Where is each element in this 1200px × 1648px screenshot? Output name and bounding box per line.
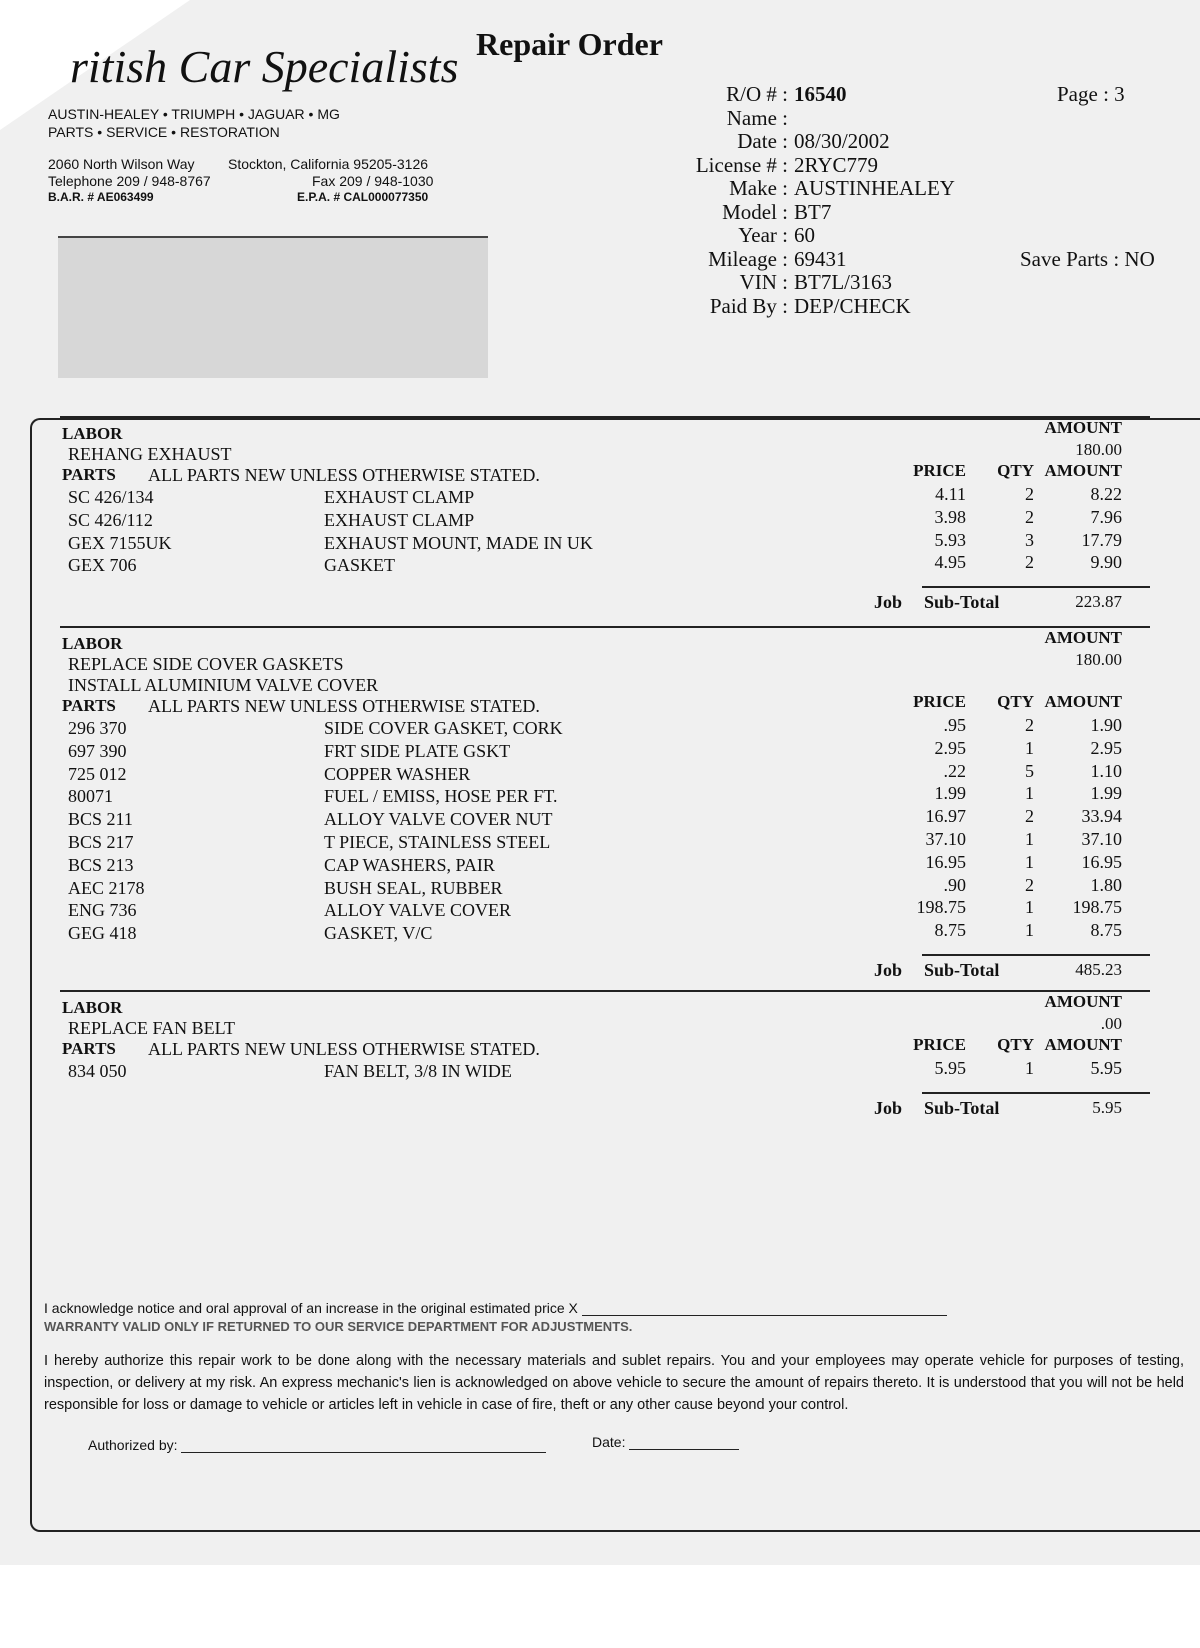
labor-amount-header: AMOUNT xyxy=(1044,992,1122,1011)
order-field xyxy=(660,247,1000,271)
qty-header: QTY xyxy=(997,1035,1034,1054)
part-price: .22 xyxy=(943,760,966,781)
part-row xyxy=(32,920,1200,947)
part-description: BUSH SEAL, RUBBER xyxy=(324,877,503,898)
order-field-value: BT7L/3163 xyxy=(794,270,892,294)
price-header: PRICE xyxy=(913,1035,966,1054)
order-field-value: 08/30/2002 xyxy=(794,129,890,153)
date-line xyxy=(592,1434,739,1450)
part-description: FUEL / EMISS, HOSE PER FT. xyxy=(324,786,558,807)
part-amount: 198.75 xyxy=(1072,897,1122,918)
part-number: BCS 213 xyxy=(68,854,134,875)
part-qty: 1 xyxy=(1025,737,1034,758)
part-number: BCS 217 xyxy=(68,832,134,852)
order-field-value: DEP/CHECK xyxy=(794,293,911,318)
part-price: .90 xyxy=(943,874,966,895)
part-description: EXHAUST CLAMP xyxy=(324,487,475,507)
part-qty: 1 xyxy=(1025,829,1034,849)
part-number: 725 012 xyxy=(68,763,127,784)
labor-amount-header: AMOUNT xyxy=(1044,628,1122,647)
part-price: 37.10 xyxy=(925,829,966,849)
parts-note: ALL PARTS NEW UNLESS OTHERWISE STATED. xyxy=(148,1039,540,1059)
part-qty: 3 xyxy=(1025,529,1034,550)
part-amount: 9.90 xyxy=(1090,552,1122,573)
part-amount: 33.94 xyxy=(1081,806,1122,827)
subtotal-label: Sub-Total xyxy=(924,592,1000,613)
order-field xyxy=(660,106,1000,130)
authorized-by-line xyxy=(88,1437,546,1453)
part-price: 1.99 xyxy=(934,783,966,804)
labor-amount-header: AMOUNT xyxy=(1044,418,1122,437)
part-amount: 1.99 xyxy=(1090,783,1122,804)
part-price: 16.97 xyxy=(925,806,966,827)
authorization-paragraph: I hereby authorize this repair work to be done along with the necessary materials and sublet repairs. You and your employees may operate vehicle for purposes of testing, inspection, or delivery at my risk. An express mechanic's lien is acknowledged on above vehicle to secure the amount of repairs thereto. It is understood that you will not be held responsible for loss or damage to vehicle or articles left in vehicle in case of fire, theft or any other cause beyond your control. xyxy=(44,1353,1184,1413)
order-field-label: Paid By : xyxy=(709,293,788,318)
date-signature-line xyxy=(629,1449,739,1450)
part-description: FAN BELT, 3/8 IN WIDE xyxy=(324,1061,512,1081)
part-qty: 2 xyxy=(1025,484,1034,504)
part-amount: 16.95 xyxy=(1081,851,1122,872)
acknowledge-signature-line xyxy=(582,1315,947,1316)
order-field-value: BT7 xyxy=(794,199,832,224)
part-qty: 2 xyxy=(1025,552,1034,573)
part-amount: 5.95 xyxy=(1090,1058,1122,1078)
labor-label: LABOR xyxy=(62,998,123,1017)
page-number: Page : 3 xyxy=(1057,82,1125,106)
part-number: 834 050 xyxy=(68,1061,127,1081)
part-amount: 2.95 xyxy=(1090,737,1122,758)
order-field-value: 60 xyxy=(794,223,815,247)
part-number: ENG 736 xyxy=(68,900,137,921)
qty-header: QTY xyxy=(997,461,1034,480)
services-tagline: PARTS • SERVICE • RESTORATION xyxy=(48,124,280,140)
brands-tagline: AUSTIN-HEALEY • TRIUMPH • JAGUAR • MG xyxy=(48,106,340,122)
part-description: GASKET, V/C xyxy=(324,923,433,944)
part-description: CAP WASHERS, PAIR xyxy=(324,854,495,875)
section-top-rule xyxy=(60,626,1150,628)
labor-amount: 180.00 xyxy=(1075,440,1122,459)
part-price: 5.95 xyxy=(934,1058,966,1078)
telephone: Telephone 209 / 948-8767 xyxy=(48,173,211,189)
part-description: EXHAUST MOUNT, MADE IN UK xyxy=(324,532,593,553)
labor-description: REPLACE FAN BELT xyxy=(68,1018,236,1038)
order-field-label: Year : xyxy=(738,223,788,247)
part-number: SC 426/112 xyxy=(68,509,153,530)
parts-note: ALL PARTS NEW UNLESS OTHERWISE STATED. xyxy=(148,696,540,716)
section-top-rule xyxy=(60,416,1150,418)
order-field xyxy=(660,82,1000,106)
part-amount: 37.10 xyxy=(1081,829,1122,849)
order-field xyxy=(660,129,1000,153)
part-qty: 1 xyxy=(1025,1058,1034,1078)
part-row xyxy=(32,1058,1200,1085)
part-number: GEX 706 xyxy=(68,555,137,576)
company-logo: ritish Car Specialists xyxy=(70,41,459,92)
part-description: EXHAUST CLAMP xyxy=(324,509,475,530)
price-header: PRICE xyxy=(913,692,966,711)
job-subtotal: 223.87 xyxy=(1075,592,1122,612)
price-header: PRICE xyxy=(913,461,966,480)
part-qty: 2 xyxy=(1025,506,1034,527)
labor-label: LABOR xyxy=(62,634,123,653)
order-field-label: VIN : xyxy=(739,270,788,294)
amount-header: AMOUNT xyxy=(1044,692,1122,711)
section-top-rule xyxy=(60,990,1150,992)
part-amount: 1.90 xyxy=(1090,715,1122,735)
order-field-label: R/O # : xyxy=(726,82,788,106)
part-price: 8.75 xyxy=(934,920,966,941)
labor-description: REHANG EXHAUST xyxy=(68,444,232,464)
date-label: Date: xyxy=(592,1434,626,1450)
customer-address-redacted xyxy=(58,236,488,378)
subtotal-rule xyxy=(922,586,1150,588)
part-qty: 2 xyxy=(1025,806,1034,827)
warranty-note: WARRANTY VALID ONLY IF RETURNED TO OUR SERVICE DEPARTMENT FOR ADJUSTMENTS. xyxy=(44,1319,633,1334)
order-field-label: Make : xyxy=(729,176,788,200)
part-price: 2.95 xyxy=(934,737,966,758)
part-description: ALLOY VALVE COVER xyxy=(324,900,512,921)
job-label: Job xyxy=(874,1097,903,1118)
job-subtotal: 5.95 xyxy=(1092,1097,1122,1117)
authorized-signature-line xyxy=(181,1452,546,1453)
save-parts: Save Parts : NO xyxy=(1020,247,1155,271)
order-field xyxy=(660,200,1000,224)
part-qty: 1 xyxy=(1025,897,1034,918)
part-qty: 2 xyxy=(1025,715,1034,735)
part-number: AEC 2178 xyxy=(68,877,145,898)
part-qty: 1 xyxy=(1025,920,1034,941)
part-qty: 1 xyxy=(1025,783,1034,804)
fax: Fax 209 / 948-1030 xyxy=(312,173,434,189)
subtotal-rule xyxy=(922,1092,1150,1094)
parts-label: PARTS xyxy=(62,465,116,484)
job-label: Job xyxy=(874,960,903,980)
subtotal-rule xyxy=(922,954,1150,956)
epa-number: E.P.A. # CAL000077350 xyxy=(297,190,429,204)
part-row xyxy=(32,552,1200,579)
labor-amount: 180.00 xyxy=(1075,650,1122,669)
order-field-label: Name : xyxy=(726,105,788,130)
part-amount: 8.22 xyxy=(1090,484,1122,504)
part-number: 296 370 xyxy=(68,718,127,738)
order-field-value: 2RYC779 xyxy=(794,152,879,177)
bar-number: B.A.R. # AE063499 xyxy=(48,190,154,204)
amount-header: AMOUNT xyxy=(1044,461,1122,480)
acknowledge-line xyxy=(44,1300,947,1316)
subtotal-label: Sub-Total xyxy=(924,960,1000,980)
part-amount: 1.10 xyxy=(1090,760,1122,781)
part-description: GASKET xyxy=(324,555,395,576)
job-label: Job xyxy=(874,592,903,613)
part-qty: 1 xyxy=(1025,851,1034,872)
labor-amount: .00 xyxy=(1100,1014,1122,1033)
part-amount: 17.79 xyxy=(1081,529,1122,550)
part-description: ALLOY VALVE COVER NUT xyxy=(324,809,553,830)
city-address: Stockton, California 95205-3126 xyxy=(228,156,429,172)
amount-header: AMOUNT xyxy=(1044,1035,1122,1054)
part-amount: 7.96 xyxy=(1090,506,1122,527)
labor-description: INSTALL ALUMINIUM VALVE COVER xyxy=(68,675,379,695)
part-number: SC 426/134 xyxy=(68,487,154,507)
order-field xyxy=(660,294,1000,318)
order-field xyxy=(660,223,1000,247)
part-number: 697 390 xyxy=(68,740,127,761)
street-address: 2060 North Wilson Way xyxy=(48,156,195,172)
part-price: .95 xyxy=(943,715,966,735)
part-qty: 2 xyxy=(1025,874,1034,895)
part-amount: 8.75 xyxy=(1090,920,1122,941)
part-description: T PIECE, STAINLESS STEEL xyxy=(324,832,551,852)
order-field-label: License # : xyxy=(695,152,788,177)
authorized-by-label: Authorized by: xyxy=(88,1437,178,1453)
part-price: 16.95 xyxy=(925,851,966,872)
order-field xyxy=(660,153,1000,177)
parts-label: PARTS xyxy=(62,1039,116,1058)
parts-note: ALL PARTS NEW UNLESS OTHERWISE STATED. xyxy=(148,465,540,485)
part-description: FRT SIDE PLATE GSKT xyxy=(324,740,511,761)
jobs-box xyxy=(30,418,1200,1532)
part-price: 198.75 xyxy=(916,897,966,918)
parts-label: PARTS xyxy=(62,696,116,715)
document-title: Repair Order xyxy=(476,26,663,62)
acknowledge-text: I acknowledge notice and oral approval of an increase in the original estimated price X xyxy=(44,1300,578,1316)
order-field-label: Mileage : xyxy=(708,246,788,271)
qty-header: QTY xyxy=(997,692,1034,711)
part-number: BCS 211 xyxy=(68,809,133,830)
order-field xyxy=(660,176,1000,200)
order-field-label: Date : xyxy=(737,129,788,153)
part-number: 80071 xyxy=(68,786,113,807)
order-field-value: 16540 xyxy=(794,82,847,106)
subtotal-label: Sub-Total xyxy=(924,1097,1000,1118)
part-description: SIDE COVER GASKET, CORK xyxy=(324,718,563,738)
job-subtotal: 485.23 xyxy=(1075,960,1122,979)
part-price: 3.98 xyxy=(934,506,966,527)
order-field-value: 69431 xyxy=(794,246,847,271)
part-price: 5.93 xyxy=(934,529,966,550)
part-description: COPPER WASHER xyxy=(324,763,471,784)
order-field xyxy=(660,270,1000,294)
part-number: GEG 418 xyxy=(68,923,137,944)
part-number: GEX 7155UK xyxy=(68,532,172,553)
part-amount: 1.80 xyxy=(1090,874,1122,895)
part-qty: 5 xyxy=(1025,760,1034,781)
order-field-label: Model : xyxy=(722,199,788,224)
part-price: 4.11 xyxy=(935,484,966,504)
labor-description: REPLACE SIDE COVER GASKETS xyxy=(68,654,344,674)
order-field-value: AUSTINHEALEY xyxy=(794,176,955,200)
part-price: 4.95 xyxy=(934,552,966,573)
labor-label: LABOR xyxy=(62,424,123,443)
